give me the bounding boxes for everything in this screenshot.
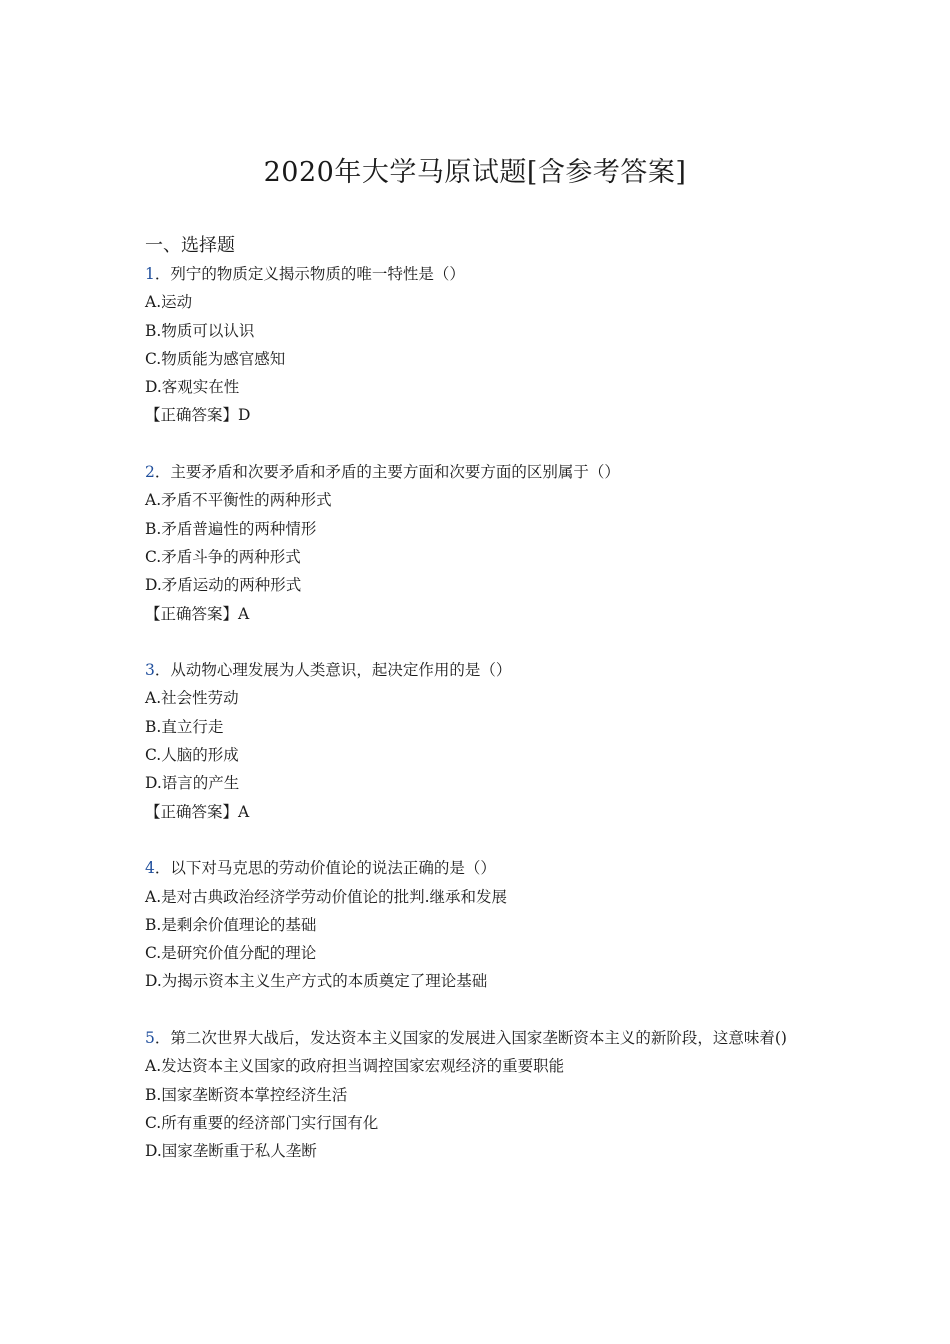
- option-d: D.矛盾运动的两种形式: [145, 576, 302, 595]
- question-number: 3: [145, 661, 155, 680]
- question-4: [145, 854, 815, 995]
- question-text: ．列宁的物质定义揭示物质的唯一特性是（）: [154, 265, 465, 283]
- question-stem: [145, 1024, 815, 1052]
- correct-answer: 【正确答案】A: [145, 802, 250, 821]
- question-1: [145, 260, 815, 430]
- question-text: ．主要矛盾和次要矛盾和矛盾的主要方面和次要方面的区别属于（）: [154, 463, 620, 482]
- option-d: D.客观实在性: [145, 378, 240, 397]
- spacer: [145, 996, 815, 1024]
- question-number: 2: [145, 463, 155, 482]
- question-2: [145, 458, 815, 628]
- option-a: A.矛盾不平衡性的两种形式: [145, 491, 332, 510]
- question-number: 4: [145, 859, 155, 878]
- spacer: [145, 430, 815, 458]
- option-c: C.物质能为感官感知: [145, 349, 286, 368]
- option-a: A.是对古典政治经济学劳动价值论的批判.继承和发展: [145, 887, 508, 906]
- option-c: C.矛盾斗争的两种形式: [145, 547, 301, 566]
- question-number: 1: [145, 265, 155, 283]
- option-b: B.是剩余价值理论的基础: [145, 915, 317, 934]
- question-3: [145, 656, 815, 826]
- document-title: 2020年大学马原试题[含参考答案]: [263, 157, 687, 188]
- correct-answer: 【正确答案】D: [145, 406, 251, 425]
- option-d: D.语言的产生: [145, 774, 240, 793]
- section-heading: 一、选择题: [145, 235, 235, 256]
- question-stem: [145, 854, 815, 882]
- question-5: [145, 1024, 815, 1165]
- spacer: [145, 628, 815, 656]
- option-b: B.矛盾普遍性的两种情形: [145, 519, 317, 538]
- option-a: A.发达资本主义国家的政府担当调控国家宏观经济的重要职能: [145, 1057, 565, 1076]
- option-c: C.所有重要的经济部门实行国有化: [145, 1113, 379, 1132]
- question-stem: [145, 260, 815, 288]
- question-text: ．第二次世界大战后，发达资本主义国家的发展进入国家垄断资本主义的新阶段，这意味着(): [154, 1029, 787, 1048]
- option-c: C.是研究价值分配的理论: [145, 944, 317, 963]
- option-a: A.运动: [145, 293, 193, 312]
- option-c: C.人脑的形成: [145, 746, 239, 765]
- document-content: [145, 232, 815, 1166]
- spacer: [145, 826, 815, 854]
- option-b: B.物质可以认识: [145, 321, 255, 340]
- option-d: D.为揭示资本主义生产方式的本质奠定了理论基础: [145, 972, 488, 991]
- question-text: ．以下对马克思的劳动价值论的说法正确的是（）: [154, 859, 496, 878]
- option-b: B.国家垄断资本掌控经济生活: [145, 1085, 348, 1104]
- option-a: A.社会性劳动: [145, 689, 239, 708]
- question-stem: [145, 656, 815, 684]
- option-b: B.直立行走: [145, 717, 224, 736]
- correct-answer: 【正确答案】A: [145, 604, 250, 623]
- question-text: ．从动物心理发展为人类意识，起决定作用的是（）: [154, 661, 512, 680]
- question-number: 5: [145, 1029, 155, 1048]
- question-stem: [145, 458, 815, 486]
- option-d: D.国家垄断重于私人垄断: [145, 1142, 317, 1161]
